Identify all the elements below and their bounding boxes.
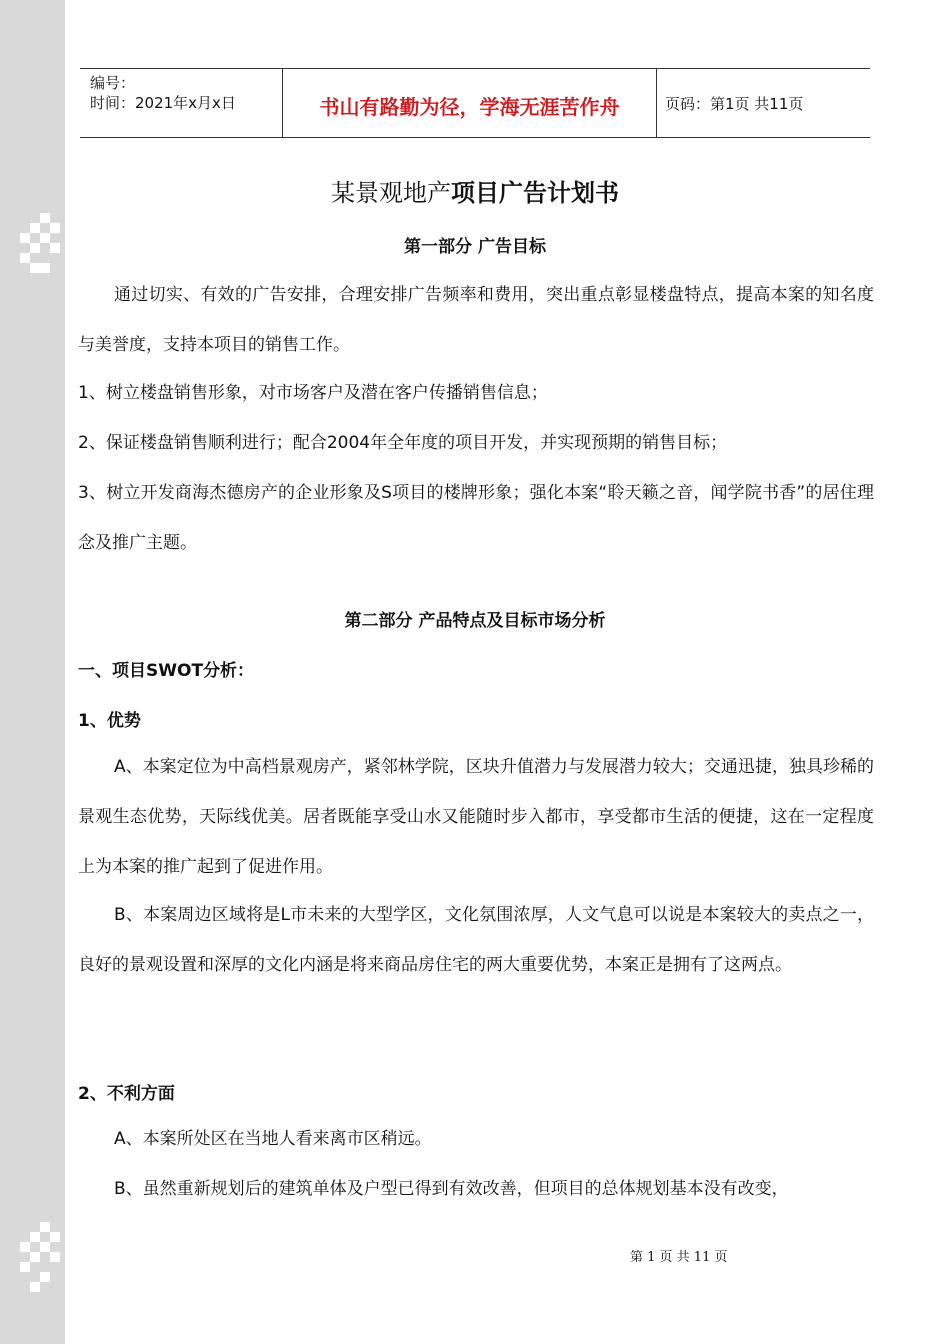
disadvantage-a-paragraph: A、本案所处区在当地人看来离市区稍远。 xyxy=(114,1129,432,1149)
pixel-decoration xyxy=(40,213,50,223)
header-page-number: 页码：第1页 共11页 xyxy=(665,95,804,113)
swot-heading: 一、项目SWOT分析： xyxy=(78,661,255,681)
pixel-decoration xyxy=(50,1232,60,1242)
document-header xyxy=(80,68,870,138)
pixel-decoration xyxy=(40,1222,50,1232)
part1-heading: 第一部分 广告目标 xyxy=(404,237,546,257)
title-main: 项目广告计划书 xyxy=(451,179,619,207)
pixel-decoration xyxy=(40,1272,50,1282)
header-divider xyxy=(656,69,657,137)
advantages-heading: 1、优势 xyxy=(78,711,141,731)
part1-item-3: 3、树立开发商海杰德房产的企业形象及S项目的楼牌形象；强化本案“聆天籁之音，闻学院书香”的居住理念及推广主题。 xyxy=(78,483,874,553)
header-meta xyxy=(90,73,236,113)
advantage-b-paragraph: B、本案周边区域将是L市未来的大型学区，文化氛围浓厚，人文气息可以说是本案较大的卖点之一，良好的景观设置和深厚的文化内涵是将来商品房住宅的两大重要优势，本案正是拥有了这两点。 xyxy=(78,905,874,975)
pixel-decoration xyxy=(30,1282,40,1292)
document-number: 编号： xyxy=(90,74,136,92)
part1-item-1: 1、树立楼盘销售形象，对市场客户及潜在客户传播销售信息； xyxy=(78,383,548,403)
disadvantages-heading: 2、不利方面 xyxy=(78,1084,175,1104)
pixel-decoration xyxy=(30,263,40,273)
pixel-decoration xyxy=(40,263,50,273)
advantage-a-paragraph: A、本案定位为中高档景观房产，紧邻林学院，区块升值潜力与发展潜力较大；交通迅捷，独具珍稀的景观生态优势，天际线优美。居者既能享受山水又能随时步入都市，享受都市生活的便捷，这在一定程度上为本案的推广起到了促进作用。 xyxy=(78,757,874,877)
page-footer: 第 1 页 共 11 页 xyxy=(630,1250,728,1265)
document-title xyxy=(0,175,950,211)
title-prefix: 某景观地产 xyxy=(331,179,451,207)
disadvantage-b-paragraph: B、虽然重新规划后的建筑单体及户型已得到有效改善，但项目的总体规划基本没有改变， xyxy=(114,1179,789,1199)
pixel-decoration xyxy=(30,1232,40,1242)
part2-heading: 第二部分 产品特点及目标市场分析 xyxy=(344,611,606,631)
header-motto: 书山有路勤为径，学海无涯苦作舟 xyxy=(319,95,620,119)
document-time: 时间：2021年x月x日 xyxy=(90,94,236,112)
part1-intro-paragraph: 通过切实、有效的广告安排，合理安排广告频率和费用，突出重点彰显楼盘特点，提高本案的知名度与美誉度，支持本项目的销售工作。 xyxy=(78,285,874,355)
part1-item-2: 2、保证楼盘销售顺利进行；配合2004年全年度的项目开发，并实现预期的销售目标； xyxy=(78,433,728,453)
